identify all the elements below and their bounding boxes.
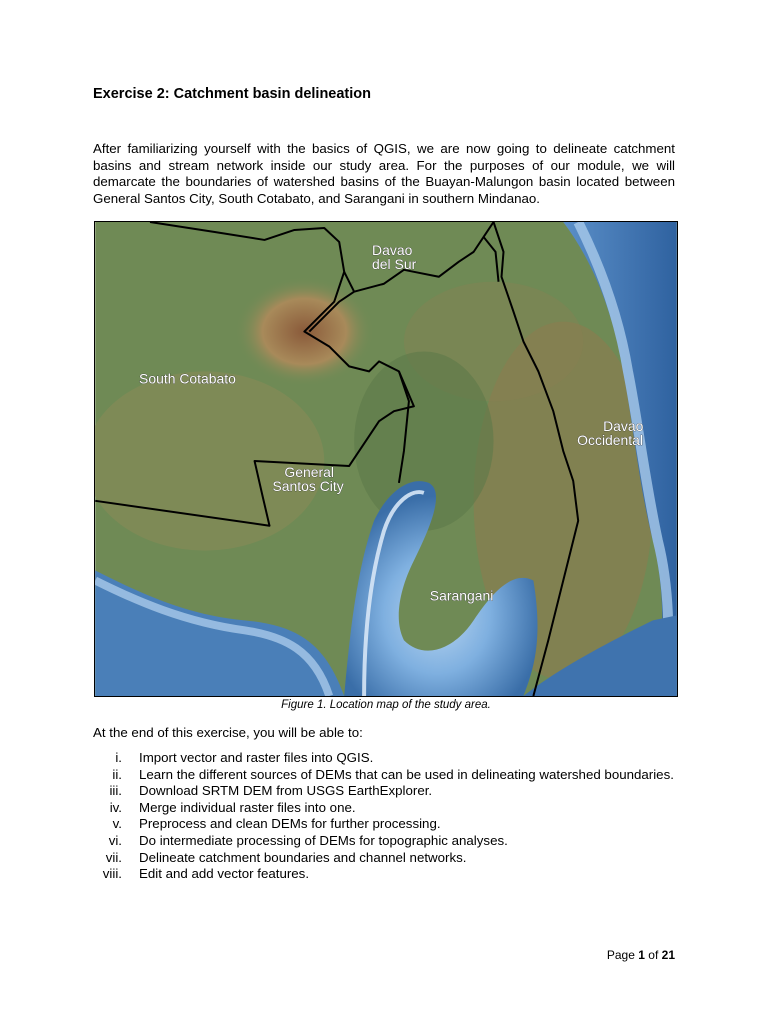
- list-item: [93, 783, 675, 800]
- label-sarangani: Sarangani: [429, 587, 494, 604]
- location-map-svg: [95, 222, 677, 696]
- label-south-cotabato: South Cotabato: [139, 370, 236, 387]
- figure-caption: Figure 1. Location map of the study area.: [281, 699, 491, 711]
- page-number: [607, 948, 675, 962]
- list-item-number: i.: [115, 750, 122, 765]
- list-item-number: ii.: [112, 766, 122, 782]
- list-item-text: Merge individual raster files into one.: [139, 799, 356, 815]
- list-item-number: iii.: [109, 783, 122, 799]
- list-item: [93, 816, 675, 833]
- label-davao-del-sur-line1: Davao: [372, 241, 413, 258]
- list-item: [93, 750, 675, 767]
- list-item: [93, 866, 675, 883]
- list-item-number: viii.: [102, 866, 122, 882]
- current-page: 1: [638, 948, 645, 962]
- page-prefix: Page: [606, 948, 635, 962]
- label-davao-occidental-line1: Davao: [603, 418, 644, 435]
- list-item: [93, 850, 675, 867]
- list-item-text: Learn the different sources of DEMs that can be used in delineating watershed boundaries.: [139, 766, 674, 782]
- exercise-heading: Exercise 2: Catchment basin delineation: [93, 86, 372, 102]
- label-general-santos-line1: General: [284, 463, 335, 480]
- list-item: [93, 800, 675, 817]
- list-item-number: v.: [112, 816, 122, 832]
- list-item: [93, 833, 675, 850]
- list-item-number: vi.: [108, 832, 122, 848]
- highland-west: [95, 371, 324, 550]
- intro-paragraph: After familiarizing yourself with the basics of QGIS, we are now going to delineate catchment basins and stream network inside our study area. For the purposes of our module, we will demarcate the boundaries of watershed basins of the Buayan-Malungon basin located between General Santos City, South Cotabato, and Sarangani in southern Mindanao.: [93, 141, 675, 206]
- objectives-lead: At the end of this exercise, you will be able to:: [93, 725, 363, 740]
- list-item-text: Delineate catchment boundaries and channel networks.: [139, 849, 467, 865]
- label-general-santos-line2: Santos City: [272, 477, 344, 494]
- label-davao-del-sur-line2: del Sur: [372, 255, 417, 272]
- page-of: of: [648, 948, 659, 962]
- list-item-text: Edit and add vector features.: [139, 866, 310, 882]
- list-item-text: Do intermediate processing of DEMs for topographic analyses.: [139, 832, 508, 848]
- location-map: [94, 221, 678, 697]
- list-item-number: iv.: [109, 799, 122, 815]
- list-item-number: vii.: [105, 849, 122, 865]
- list-item-text: Import vector and raster files into QGIS.: [139, 750, 374, 765]
- total-pages: 21: [661, 948, 675, 962]
- list-item-text: Preprocess and clean DEMs for further processing.: [139, 816, 441, 832]
- list-item: [93, 767, 675, 784]
- label-davao-occidental-line2: Occidental: [577, 432, 644, 449]
- objectives-list: [93, 750, 675, 883]
- list-item-text: Download SRTM DEM from USGS EarthExplorer.: [139, 783, 433, 799]
